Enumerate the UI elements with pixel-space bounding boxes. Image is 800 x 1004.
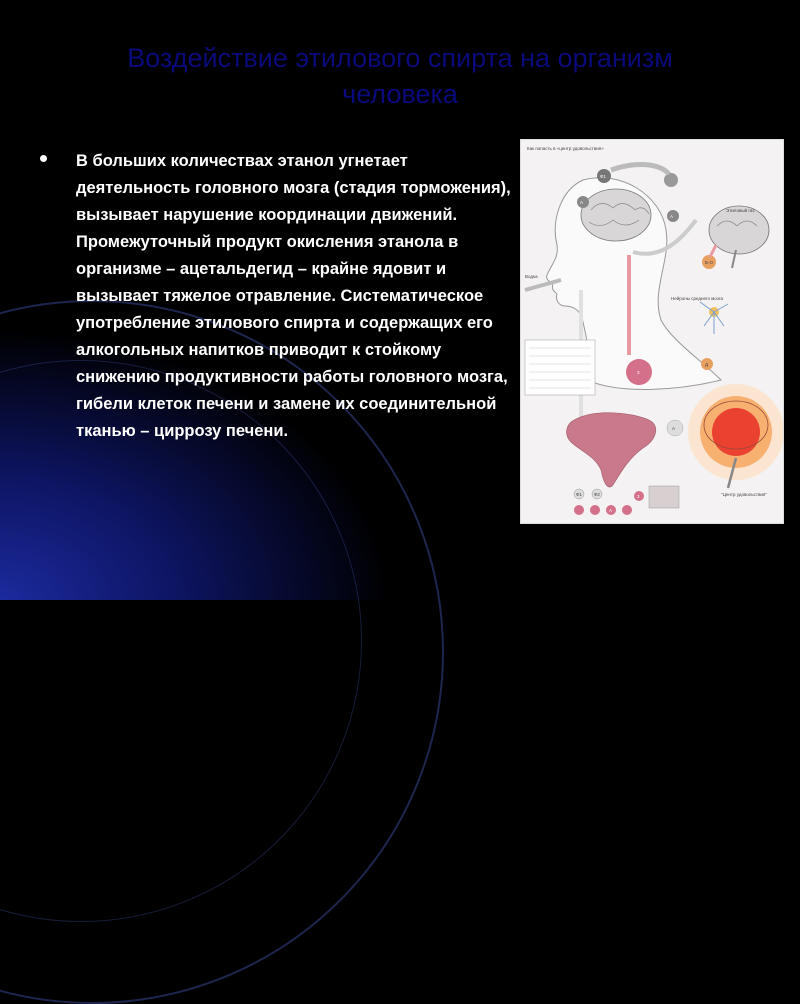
- side-label: Этиловый газ: [726, 208, 755, 213]
- glowing-brain-icon: [688, 384, 783, 488]
- brain-icon: [709, 206, 769, 268]
- node-label: 3: [637, 370, 640, 375]
- node-icon: [622, 505, 632, 515]
- side-label: "Центр удовольствия": [721, 492, 767, 497]
- node-label: Ф1: [576, 492, 582, 497]
- bullet-dot-icon: [40, 155, 47, 162]
- node-label: А: [672, 426, 676, 431]
- node-label: 3: [637, 494, 640, 499]
- node-label: Б-О: [705, 260, 713, 265]
- slide-title: [60, 40, 740, 112]
- node-label: Д: [705, 362, 709, 367]
- slide-title-line-2: человека: [342, 79, 458, 109]
- liver-icon: [567, 413, 656, 487]
- side-label: Нейроны среднего мозга: [671, 296, 723, 301]
- node-label: А: [580, 200, 584, 205]
- bullet-text: В больших количествах этанол угнетает деятельность головного мозга (стадия торможения), вызывает нарушение координации движений. Промежуточный продукт окисления этанола в организме – ацетальдегид – крайне ядовит и вызывает тяжелое отравление. Систематическое употребление этилового спирта и содержащих его алкогольных напитков приводит к стойкому снижению продуктивности работы головного мозга, гибели клеток печени и замене их соединительной тканью – циррозу печени.: [76, 152, 511, 440]
- anatomy-diagram: [520, 139, 784, 524]
- slide-title-line-1: Воздействие этилового спирта на организм: [127, 43, 673, 73]
- node-icon: [590, 505, 600, 515]
- bullet-list: [40, 148, 520, 445]
- node-icon: [574, 505, 584, 515]
- node-label: А: [670, 214, 674, 219]
- node-label: А: [609, 508, 613, 513]
- arrow-icon: [611, 164, 669, 174]
- side-label: Водка: [525, 274, 538, 279]
- node-label: Ф2: [594, 492, 600, 497]
- legend-box: [649, 486, 679, 508]
- brain-icon: [581, 189, 651, 241]
- node-icon: [664, 173, 678, 187]
- node-label: Ф1: [600, 174, 606, 179]
- neuron-icon: [700, 302, 728, 334]
- figure-header: Как попасть в «центр удовольствия»: [527, 146, 604, 151]
